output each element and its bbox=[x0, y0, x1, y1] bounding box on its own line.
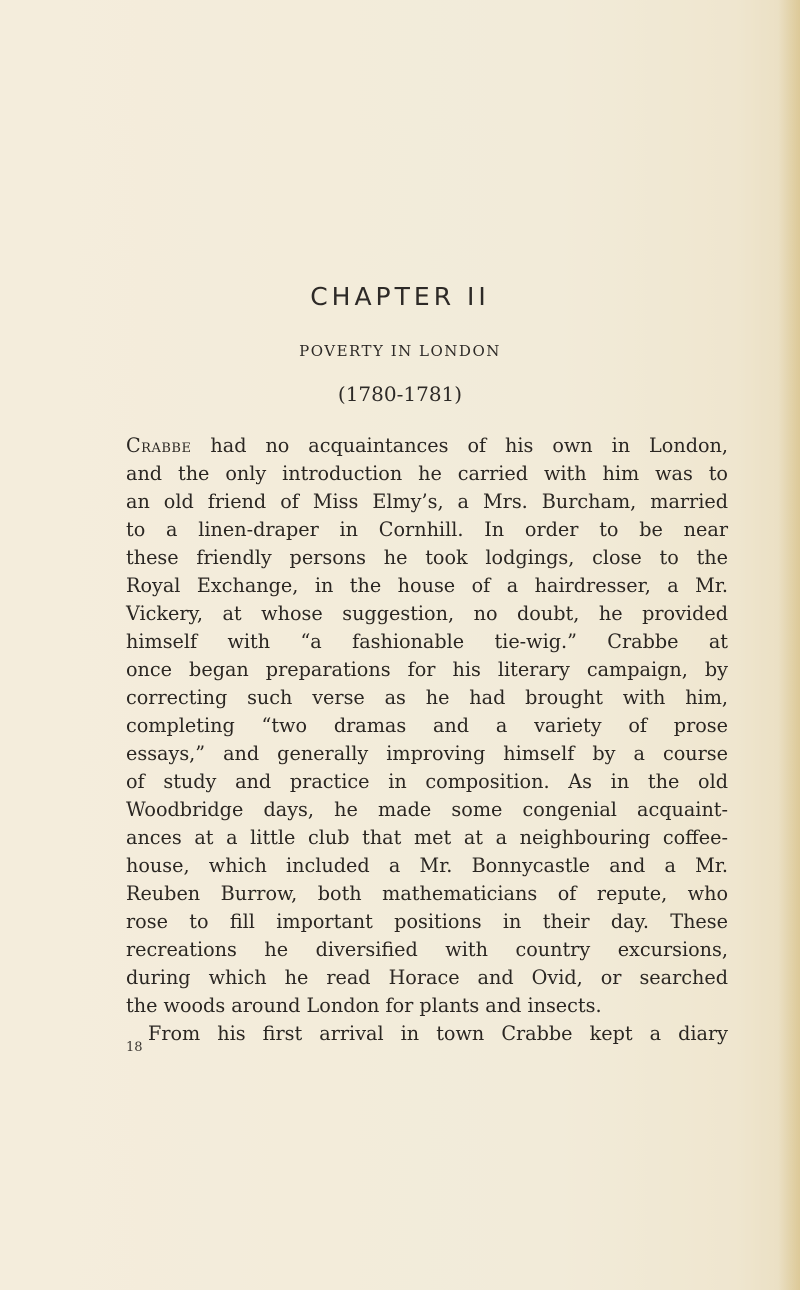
text-line: the woods around London for plants and insects. bbox=[126, 994, 602, 1017]
text-line: Royal Exchange, in the house of a hairdresser, a Mr. bbox=[126, 574, 728, 597]
text-line-paragraph-start: From his first arrival in town Crabbe kept a diary bbox=[148, 1022, 728, 1045]
text-line: and the only introduction he carried with him was to bbox=[126, 462, 728, 485]
page-number: 18 bbox=[126, 1040, 143, 1055]
text-line: house, which included a Mr. Bonnycastle and a Mr. bbox=[126, 854, 728, 877]
text-line: completing “two dramas and a variety of prose bbox=[126, 714, 728, 737]
chapter-title: CHAPTER II bbox=[310, 282, 490, 311]
text-line: once began preparations for his literary campaign, by bbox=[126, 658, 728, 681]
body-paragraph bbox=[126, 432, 728, 1048]
chapter-dates: (1780-1781) bbox=[337, 382, 463, 406]
text-line: himself with “a fashionable tie-wig.” Crabbe at bbox=[126, 630, 728, 653]
text-line: Woodbridge days, he made some congenial acquaint- bbox=[126, 798, 728, 821]
text-line: during which he read Horace and Ovid, or searched bbox=[126, 966, 728, 989]
text-line: correcting such verse as he had brought with him, bbox=[126, 686, 728, 709]
text-line: these friendly persons he took lodgings, close to the bbox=[126, 546, 728, 569]
lead-word: Crabbe bbox=[126, 434, 192, 457]
text-line: recreations he diversified with country excursions, bbox=[126, 938, 728, 961]
text-line bbox=[126, 432, 728, 460]
text-line: Vickery, at whose suggestion, no doubt, he provided bbox=[126, 602, 728, 625]
chapter-subtitle: POVERTY IN LONDON bbox=[299, 342, 501, 360]
text-line-rest: had no acquaintances of his own in London, bbox=[191, 434, 728, 457]
page-edge-shadow bbox=[778, 0, 800, 1290]
text-line: ances at a little club that met at a neighbouring coffee- bbox=[126, 826, 728, 849]
text-line: to a linen-draper in Cornhill. In order to be near bbox=[126, 518, 728, 541]
text-line: essays,” and generally improving himself by a course bbox=[126, 742, 728, 765]
text-line: of study and practice in composition. As in the old bbox=[126, 770, 728, 793]
text-line: rose to fill important positions in their day. These bbox=[126, 910, 728, 933]
text-line: Reuben Burrow, both mathematicians of repute, who bbox=[126, 882, 728, 905]
text-line: an old friend of Miss Elmy’s, a Mrs. Burcham, married bbox=[126, 490, 728, 513]
